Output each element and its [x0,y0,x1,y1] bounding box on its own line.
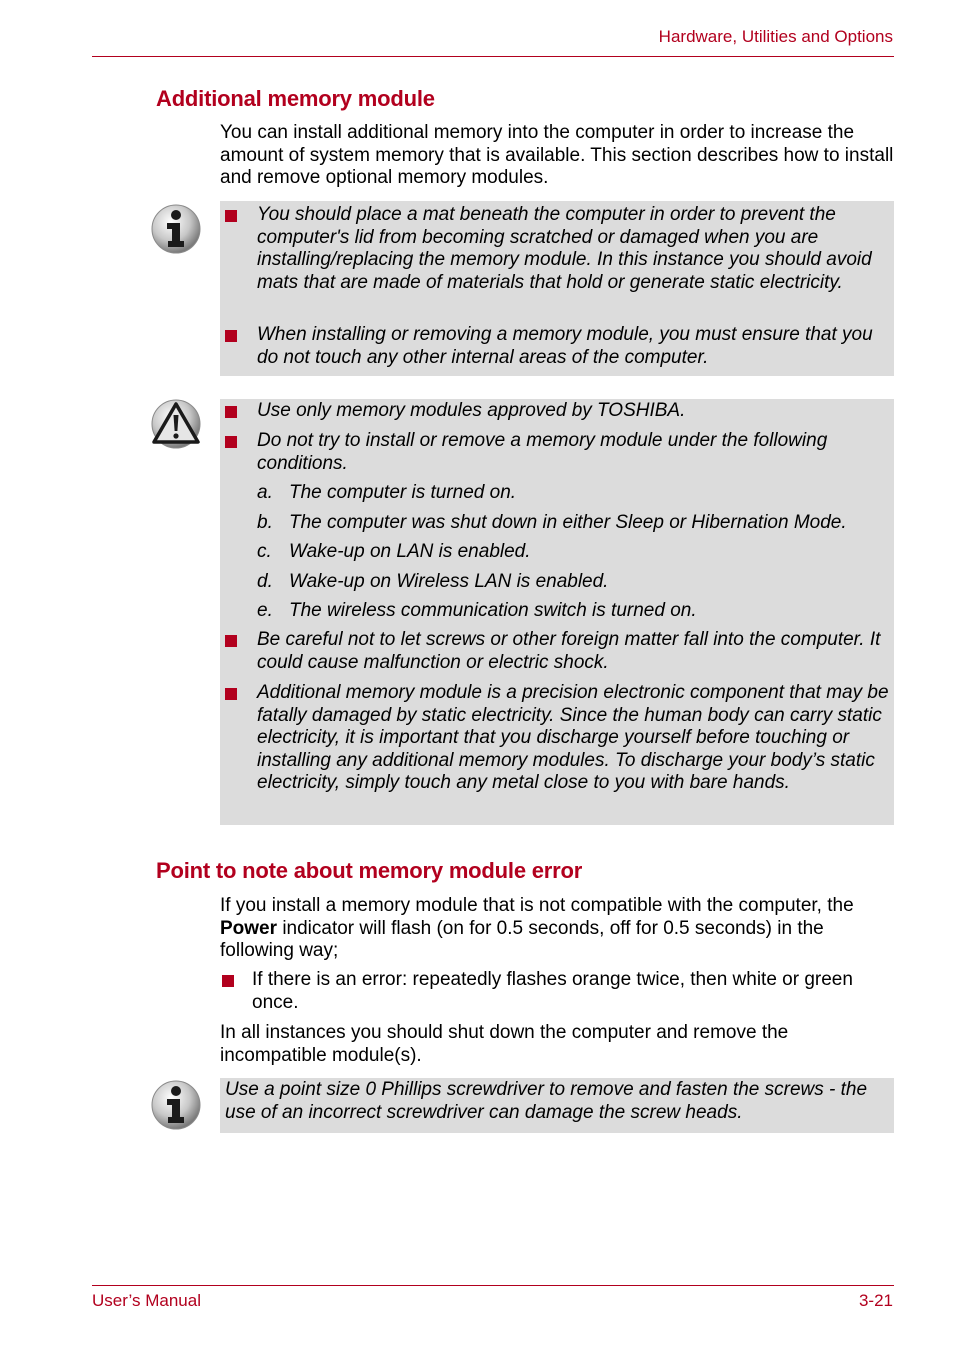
footer-rule [92,1285,894,1286]
condition-letter: a. [257,482,273,503]
bullet-marker [225,210,237,222]
note-item: You should place a mat beneath the computer in order to prevent the computer's lid from becoming scratched or damaged when you are installing/replacing the memory module. In this instance you should avoid mats that are made of materials that hold or generate static electricity. [257,204,872,293]
note-item: When installing or removing a memory module, you must ensure that you do not touch any other internal areas of the computer. [257,324,873,368]
section-heading-additional-memory: Additional memory module [156,86,435,111]
condition-letter: b. [257,512,273,533]
bullet-marker [222,975,234,987]
running-header: Hardware, Utilities and Options [658,27,893,46]
footer-manual-title: User’s Manual [92,1291,201,1310]
condition-text: Wake-up on LAN is enabled. [289,541,531,562]
condition-text: The wireless communication switch is turned on. [289,600,697,621]
condition-item [257,482,891,505]
condition-item [257,571,891,594]
note-text: Use a point size 0 Phillips screwdriver to remove and fasten the screws - the use of an incorrect screwdriver can damage the screw heads. [225,1079,868,1123]
closing-paragraph: In all instances you should shut down the computer and remove the incompatible module(s). [220,1022,789,1066]
bullet-marker [225,436,237,448]
section-intro [220,895,900,963]
bullet-marker [225,330,237,342]
caution-item: Additional memory module is a precision electronic component that may be fatally damaged by static electricity. Since the human body can carry static electricity, it is important that you discharge yourself before touching or installing any additional memory modules. To discharge your body’s static electricity, simply touch any metal close to you with bare hands. [257,682,889,793]
bullet-marker [225,635,237,647]
condition-letter: c. [257,541,272,562]
caution-item: Do not try to install or remove a memory module under the following conditions. [257,430,828,474]
condition-letter: d. [257,571,273,592]
condition-letter: e. [257,600,273,621]
condition-item [257,512,891,535]
intro-text: If you install a memory module that is not compatible with the computer, the [220,895,854,916]
condition-item [257,600,891,623]
info-note-box [220,201,894,376]
condition-text: Wake-up on Wireless LAN is enabled. [289,571,609,592]
condition-text: The computer is turned on. [289,482,517,503]
bullet-marker [225,688,237,700]
info-note-box [220,1078,894,1133]
page-number: 3-21 [858,1291,893,1310]
section-intro: You can install additional memory into the computer in order to increase the amount of system memory that is available. This section describes how to install and remove optional memory modules. [220,122,894,188]
info-icon [150,1079,202,1131]
intro-text: indicator will flash (on for 0.5 seconds, off for 0.5 seconds) in the following way; [220,917,824,961]
warning-icon [150,398,202,450]
caution-item: Use only memory modules approved by TOSHIBA. [257,400,686,421]
condition-text: The computer was shut down in either Sleep or Hibernation Mode. [289,512,847,533]
condition-item [257,541,891,564]
header-rule [92,56,894,57]
bullet-marker [225,406,237,418]
error-bullet-text: If there is an error: repeatedly flashes orange twice, then white or green once. [252,969,853,1013]
power-indicator-term: Power [220,917,278,939]
caution-box [220,399,894,825]
caution-item: Be careful not to let screws or other foreign matter fall into the computer. It could cause malfunction or electric shock. [257,629,881,673]
section-heading-memory-error: Point to note about memory module error [156,858,583,883]
info-icon [150,203,202,255]
